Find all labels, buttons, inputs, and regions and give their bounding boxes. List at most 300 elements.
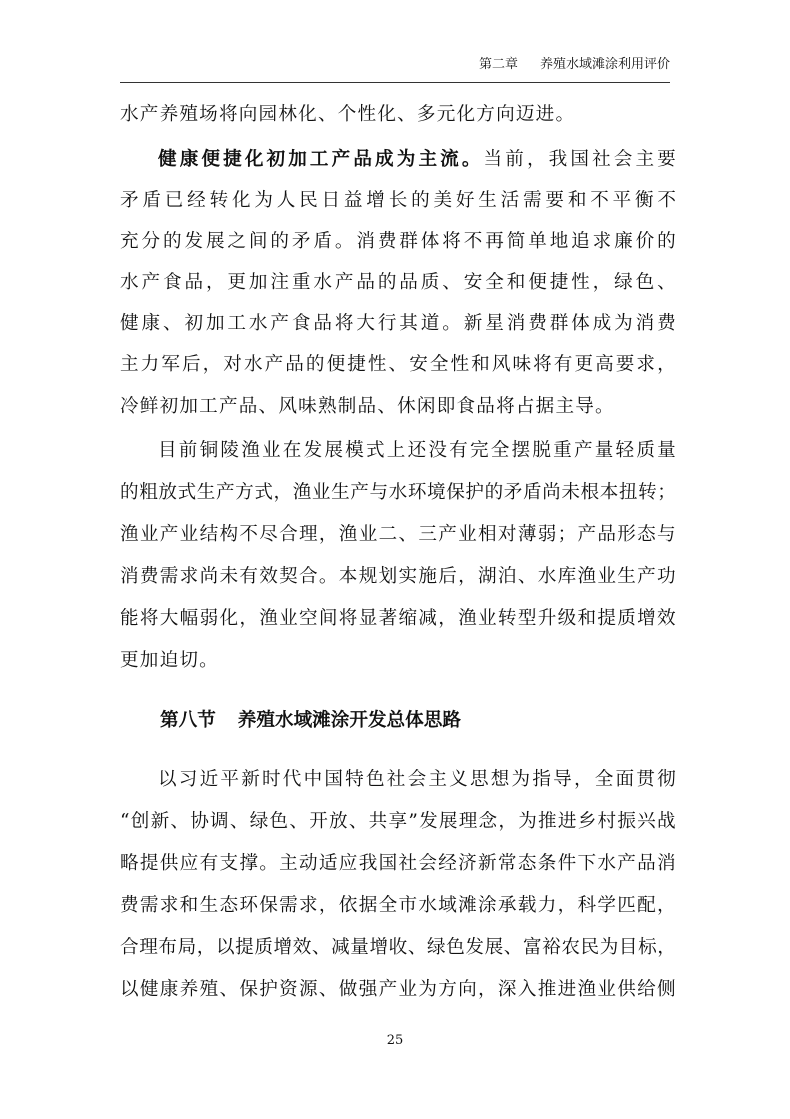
glyph: 动 bbox=[299, 853, 318, 874]
line-text: 更加迫切。 bbox=[120, 650, 219, 671]
glyph: 为 bbox=[254, 190, 273, 211]
glyph: 和 bbox=[577, 608, 597, 629]
glyph: 脱 bbox=[532, 440, 551, 461]
glyph: 收 bbox=[388, 937, 408, 958]
glyph: 未 bbox=[219, 566, 239, 587]
glyph: 渔 bbox=[120, 524, 139, 545]
glyph: 级 bbox=[557, 608, 577, 629]
glyph: 市 bbox=[398, 895, 418, 916]
glyph: 结 bbox=[199, 524, 219, 545]
glyph: 、 bbox=[229, 811, 249, 832]
glyph: 经 bbox=[438, 853, 457, 874]
glyph: 社 bbox=[386, 769, 406, 790]
glyph: 全 bbox=[594, 769, 614, 790]
glyph: 为 bbox=[518, 811, 537, 832]
glyph: 发 bbox=[419, 811, 438, 832]
glyph: 其 bbox=[399, 313, 418, 334]
glyph: “ bbox=[120, 811, 130, 832]
glyph: 进 bbox=[557, 811, 577, 832]
glyph: 力 bbox=[140, 354, 160, 375]
glyph: 需 bbox=[523, 190, 542, 211]
glyph: 地 bbox=[549, 231, 569, 252]
glyph: 求 bbox=[592, 231, 612, 252]
glyph: 需 bbox=[139, 895, 159, 916]
glyph: 色 bbox=[446, 937, 465, 958]
glyph: 态 bbox=[637, 524, 656, 545]
glyph: 业 bbox=[478, 608, 497, 629]
glyph: 盾 bbox=[142, 190, 161, 211]
glyph: ， bbox=[557, 895, 577, 916]
glyph: ， bbox=[318, 895, 338, 916]
glyph: 创 bbox=[130, 811, 150, 832]
glyph: 民 bbox=[580, 937, 600, 958]
glyph: 绿 bbox=[427, 937, 446, 958]
glyph: 新 bbox=[241, 769, 260, 790]
glyph: 撑 bbox=[239, 853, 258, 874]
glyph: 再 bbox=[485, 231, 504, 252]
glyph: 的 bbox=[120, 482, 139, 503]
glyph: 粗 bbox=[139, 482, 158, 503]
glyph: 新 bbox=[478, 853, 497, 874]
glyph: 增 bbox=[637, 608, 656, 629]
glyph: 好 bbox=[455, 190, 475, 211]
glyph: 深 bbox=[497, 979, 517, 1000]
glyph: 时 bbox=[261, 769, 281, 790]
glyph: 将 bbox=[334, 313, 354, 334]
glyph: 和 bbox=[179, 895, 199, 916]
glyph: 捷 bbox=[347, 354, 366, 375]
header-rule bbox=[120, 82, 670, 83]
glyph: 的 bbox=[484, 482, 504, 503]
glyph: 将 bbox=[442, 231, 461, 252]
glyph: 我 bbox=[358, 853, 378, 874]
glyph: 生 bbox=[478, 190, 497, 211]
glyph: 求 bbox=[179, 566, 199, 587]
glyph: ； bbox=[557, 524, 577, 545]
glyph: 将 bbox=[139, 608, 159, 629]
glyph: 功 bbox=[657, 566, 676, 587]
glyph: 生 bbox=[331, 482, 350, 503]
glyph: 间 bbox=[318, 608, 338, 629]
glyph: 质 bbox=[617, 608, 636, 629]
glyph: 增 bbox=[366, 190, 385, 211]
glyph: 和 bbox=[506, 272, 526, 293]
glyph: 面 bbox=[615, 769, 635, 790]
glyph: 化 bbox=[231, 190, 251, 211]
glyph: 全 bbox=[490, 440, 510, 461]
glyph: 初 bbox=[184, 313, 204, 334]
glyph: 本 bbox=[599, 482, 619, 503]
glyph: 为 bbox=[396, 149, 416, 170]
glyph: 本 bbox=[338, 566, 358, 587]
glyph: 模 bbox=[345, 440, 364, 461]
glyph: 对 bbox=[223, 354, 242, 375]
glyph: 简 bbox=[506, 231, 526, 252]
glyph: 主 bbox=[428, 769, 447, 790]
glyph: 放 bbox=[158, 482, 177, 503]
glyph: 施 bbox=[418, 566, 437, 587]
glyph: 完 bbox=[469, 440, 489, 461]
glyph: 、 bbox=[398, 524, 418, 545]
glyph: 人 bbox=[276, 190, 296, 211]
glyph: 陵 bbox=[220, 440, 239, 461]
glyph: 业 bbox=[398, 979, 418, 1000]
glyph: 渔 bbox=[259, 608, 278, 629]
text-line bbox=[120, 641, 676, 681]
glyph: 资 bbox=[279, 979, 298, 1000]
glyph: ， bbox=[573, 769, 593, 790]
glyph: 战 bbox=[657, 811, 676, 832]
glyph: 上 bbox=[386, 440, 406, 461]
glyph: 力 bbox=[537, 895, 557, 916]
glyph: 大 bbox=[159, 608, 179, 629]
glyph: 新 bbox=[150, 811, 170, 832]
glyph: 渔 bbox=[338, 524, 358, 545]
glyph: 式 bbox=[365, 440, 385, 461]
chapter-title: 养殖水域滩涂利用评价 bbox=[539, 57, 670, 72]
glyph: 。 bbox=[461, 149, 481, 170]
glyph: 根 bbox=[580, 482, 600, 503]
glyph: ； bbox=[657, 482, 676, 503]
glyph: 略 bbox=[120, 853, 139, 874]
glyph: 军 bbox=[161, 354, 180, 375]
glyph: 业 bbox=[311, 482, 331, 503]
glyph: 效 bbox=[657, 608, 676, 629]
section-title: 养殖水域滩涂开发总体思路 bbox=[237, 710, 461, 731]
glyph: 、 bbox=[170, 811, 189, 832]
glyph: ， bbox=[438, 608, 457, 629]
glyph: 提 bbox=[235, 937, 254, 958]
glyph: 业 bbox=[597, 979, 616, 1000]
glyph: 相 bbox=[478, 524, 497, 545]
glyph: 的 bbox=[657, 231, 676, 252]
glyph: 会 bbox=[613, 149, 633, 170]
glyph: 主 bbox=[418, 149, 438, 170]
glyph: 的 bbox=[270, 231, 289, 252]
glyph: 、 bbox=[657, 272, 676, 293]
glyph: 、 bbox=[311, 937, 331, 958]
glyph: 不 bbox=[463, 231, 483, 252]
glyph: 国 bbox=[570, 149, 589, 170]
glyph: 平 bbox=[220, 769, 239, 790]
glyph: 以 bbox=[158, 769, 177, 790]
text-line bbox=[120, 95, 676, 135]
glyph: 近 bbox=[199, 769, 219, 790]
glyph: 态 bbox=[219, 895, 239, 916]
line-text: 水产养殖场将向园林化、个性化、多元化方向迈进。 bbox=[120, 104, 576, 125]
glyph: 产 bbox=[577, 524, 597, 545]
glyph: 合 bbox=[120, 937, 139, 958]
glyph: 消 bbox=[120, 566, 139, 587]
glyph: 味 bbox=[512, 354, 532, 375]
glyph: 和 bbox=[471, 354, 490, 375]
glyph: 共 bbox=[368, 811, 388, 832]
glyph: 与 bbox=[657, 524, 676, 545]
text-line bbox=[120, 304, 676, 344]
glyph: 扭 bbox=[618, 482, 638, 503]
glyph: 入 bbox=[517, 979, 537, 1000]
glyph: 渔 bbox=[292, 482, 312, 503]
glyph: 工 bbox=[309, 149, 329, 170]
glyph: 规 bbox=[358, 566, 378, 587]
glyph: 和 bbox=[567, 190, 587, 211]
glyph: 产 bbox=[270, 313, 289, 334]
glyph: 健 bbox=[120, 313, 139, 334]
glyph: 群 bbox=[399, 231, 418, 252]
glyph: 间 bbox=[248, 231, 268, 252]
glyph: 兴 bbox=[637, 811, 656, 832]
glyph: 配 bbox=[637, 895, 656, 916]
glyph: 廉 bbox=[614, 231, 633, 252]
glyph: 品 bbox=[285, 354, 304, 375]
glyph: 盾 bbox=[313, 231, 332, 252]
glyph: 食 bbox=[291, 313, 311, 334]
glyph: 将 bbox=[338, 608, 358, 629]
glyph: 需 bbox=[159, 566, 179, 587]
glyph: ， bbox=[657, 937, 676, 958]
glyph: 社 bbox=[592, 149, 611, 170]
text-line bbox=[120, 928, 676, 968]
glyph: 捷 bbox=[223, 149, 242, 170]
glyph: 升 bbox=[537, 608, 557, 629]
glyph: 高 bbox=[595, 354, 614, 375]
glyph: 水 bbox=[418, 895, 437, 916]
glyph: 康 bbox=[179, 149, 199, 170]
glyph: 湖 bbox=[478, 566, 497, 587]
glyph: 要 bbox=[545, 190, 565, 211]
glyph: 业 bbox=[279, 608, 298, 629]
glyph: 供 bbox=[159, 853, 179, 874]
glyph: 目 bbox=[158, 440, 177, 461]
glyph: 渔 bbox=[577, 566, 597, 587]
glyph: 理 bbox=[458, 811, 478, 832]
glyph: 性 bbox=[450, 354, 470, 375]
glyph: 矛 bbox=[291, 231, 311, 252]
glyph: 依 bbox=[338, 895, 358, 916]
line-text: 冷鲜初加工产品、风味熟制品、休闲即食品将占据主导。 bbox=[120, 396, 615, 417]
glyph: 、 bbox=[348, 811, 368, 832]
glyph: 量 bbox=[657, 440, 676, 461]
glyph: 产 bbox=[215, 482, 235, 503]
glyph: 已 bbox=[164, 190, 184, 211]
glyph: 环 bbox=[239, 895, 258, 916]
glyph: 支 bbox=[219, 853, 239, 874]
glyph: 有 bbox=[553, 354, 573, 375]
glyph: 的 bbox=[377, 272, 397, 293]
glyph: 国 bbox=[324, 769, 343, 790]
glyph: 局 bbox=[177, 937, 197, 958]
glyph: 条 bbox=[537, 853, 557, 874]
glyph: 、 bbox=[442, 272, 461, 293]
glyph: 提 bbox=[139, 853, 159, 874]
glyph: 、 bbox=[407, 937, 427, 958]
glyph: 式 bbox=[177, 482, 197, 503]
glyph: 、 bbox=[289, 811, 308, 832]
glyph: 转 bbox=[497, 608, 517, 629]
glyph: 理 bbox=[299, 524, 318, 545]
glyph: 库 bbox=[557, 566, 577, 587]
glyph: 享 bbox=[388, 811, 408, 832]
glyph: 对 bbox=[497, 524, 517, 545]
glyph: 风 bbox=[491, 354, 511, 375]
glyph: 合 bbox=[279, 524, 298, 545]
text-line bbox=[120, 345, 676, 385]
glyph: 单 bbox=[528, 231, 547, 252]
glyph: 社 bbox=[398, 853, 418, 874]
glyph: 分 bbox=[141, 231, 161, 252]
glyph: 实 bbox=[398, 566, 418, 587]
glyph: 涂 bbox=[478, 895, 497, 916]
glyph: 减 bbox=[418, 608, 437, 629]
glyph: ， bbox=[478, 979, 497, 1000]
glyph: 产 bbox=[264, 354, 284, 375]
glyph: 方 bbox=[235, 482, 254, 503]
glyph: 注 bbox=[270, 272, 289, 293]
glyph: 、 bbox=[219, 979, 239, 1000]
glyph: 行 bbox=[377, 313, 397, 334]
glyph: 济 bbox=[458, 853, 477, 874]
glyph: 型 bbox=[517, 608, 537, 629]
section-number: 第八节 bbox=[160, 710, 216, 731]
glyph: 形 bbox=[617, 524, 636, 545]
glyph: 之 bbox=[227, 231, 247, 252]
glyph: 活 bbox=[500, 190, 520, 211]
glyph: 水 bbox=[537, 566, 557, 587]
glyph: 为 bbox=[418, 979, 437, 1000]
glyph: 业 bbox=[179, 524, 199, 545]
glyph: 大 bbox=[356, 313, 375, 334]
glyph: 彻 bbox=[657, 769, 676, 790]
glyph: 消 bbox=[635, 313, 655, 334]
glyph: 工 bbox=[227, 313, 247, 334]
glyph: 业 bbox=[597, 566, 616, 587]
glyph: 为 bbox=[599, 937, 619, 958]
glyph: 初 bbox=[266, 149, 286, 170]
glyph: 更 bbox=[227, 272, 247, 293]
glyph: 契 bbox=[279, 566, 298, 587]
text-line bbox=[120, 802, 676, 842]
text-line bbox=[120, 599, 676, 639]
glyph: 特 bbox=[345, 769, 364, 790]
glyph: 康 bbox=[141, 313, 161, 334]
glyph: 源 bbox=[299, 979, 318, 1000]
glyph: 渔 bbox=[458, 608, 477, 629]
glyph: 弱 bbox=[537, 524, 557, 545]
glyph: 化 bbox=[244, 149, 264, 170]
glyph: 体 bbox=[420, 231, 440, 252]
glyph: 提 bbox=[597, 608, 616, 629]
glyph: 展 bbox=[438, 811, 458, 832]
glyph: 与 bbox=[369, 482, 389, 503]
glyph: 要 bbox=[657, 149, 676, 170]
glyph: 价 bbox=[635, 231, 655, 252]
glyph: 摆 bbox=[511, 440, 531, 461]
glyph: 新 bbox=[463, 313, 483, 334]
glyph: 消 bbox=[657, 853, 676, 874]
glyph: 品 bbox=[184, 272, 204, 293]
glyph: 发 bbox=[465, 937, 484, 958]
glyph: 划 bbox=[378, 566, 398, 587]
glyph: 品 bbox=[597, 524, 616, 545]
text-line bbox=[158, 760, 676, 800]
glyph: 适 bbox=[318, 853, 338, 874]
glyph: 将 bbox=[533, 354, 552, 375]
glyph: 产 bbox=[331, 149, 351, 170]
text-line bbox=[158, 140, 676, 180]
glyph: 想 bbox=[490, 769, 510, 790]
glyph: 经 bbox=[187, 190, 206, 211]
glyph: 求 bbox=[159, 895, 179, 916]
glyph: 有 bbox=[449, 440, 468, 461]
glyph: 保 bbox=[446, 482, 465, 503]
glyph: 色 bbox=[635, 272, 655, 293]
text-line bbox=[120, 222, 676, 262]
glyph: 安 bbox=[409, 354, 428, 375]
glyph: 品 bbox=[399, 272, 418, 293]
glyph: 发 bbox=[184, 231, 204, 252]
glyph: 星 bbox=[485, 313, 504, 334]
glyph: 加 bbox=[288, 149, 307, 170]
glyph: 产 bbox=[378, 979, 398, 1000]
glyph: 体 bbox=[571, 313, 590, 334]
glyph: 业 bbox=[458, 524, 477, 545]
glyph: 理 bbox=[139, 937, 158, 958]
glyph: 费 bbox=[657, 313, 676, 334]
glyph: ， bbox=[205, 272, 225, 293]
text-line bbox=[158, 431, 676, 471]
glyph: 、 bbox=[503, 937, 523, 958]
glyph: ， bbox=[273, 482, 293, 503]
glyph: 匹 bbox=[617, 895, 636, 916]
glyph: 费 bbox=[139, 566, 159, 587]
glyph: 减 bbox=[331, 937, 350, 958]
glyph: 性 bbox=[367, 354, 387, 375]
glyph: 渔 bbox=[577, 979, 597, 1000]
glyph: 增 bbox=[273, 937, 293, 958]
glyph: 成 bbox=[592, 313, 612, 334]
text-line bbox=[120, 970, 676, 1010]
glyph: 产 bbox=[438, 524, 457, 545]
glyph: 指 bbox=[532, 769, 551, 790]
glyph: 有 bbox=[239, 566, 258, 587]
glyph: 民 bbox=[299, 190, 318, 211]
glyph: 调 bbox=[210, 811, 229, 832]
glyph: 加 bbox=[205, 313, 225, 334]
glyph: 产 bbox=[159, 524, 179, 545]
glyph: 轻 bbox=[615, 440, 635, 461]
glyph: 薄 bbox=[517, 524, 537, 545]
glyph: 未 bbox=[561, 482, 580, 503]
glyph: 农 bbox=[561, 937, 580, 958]
glyph: 保 bbox=[259, 895, 278, 916]
glyph: 不 bbox=[239, 524, 258, 545]
glyph: 增 bbox=[369, 937, 389, 958]
glyph: 国 bbox=[378, 853, 398, 874]
glyph: 盾 bbox=[522, 482, 542, 503]
glyph: 供 bbox=[617, 979, 636, 1000]
glyph: 学 bbox=[597, 895, 616, 916]
glyph: 据 bbox=[358, 895, 378, 916]
glyph: 代 bbox=[282, 769, 302, 790]
text-line bbox=[120, 515, 676, 555]
glyph: 业 bbox=[261, 440, 281, 461]
glyph: 消 bbox=[356, 231, 375, 252]
glyph: 境 bbox=[427, 482, 446, 503]
glyph: 贯 bbox=[636, 769, 655, 790]
glyph: 矛 bbox=[503, 482, 523, 503]
glyph: 前 bbox=[178, 440, 198, 461]
glyph: 性 bbox=[571, 272, 590, 293]
